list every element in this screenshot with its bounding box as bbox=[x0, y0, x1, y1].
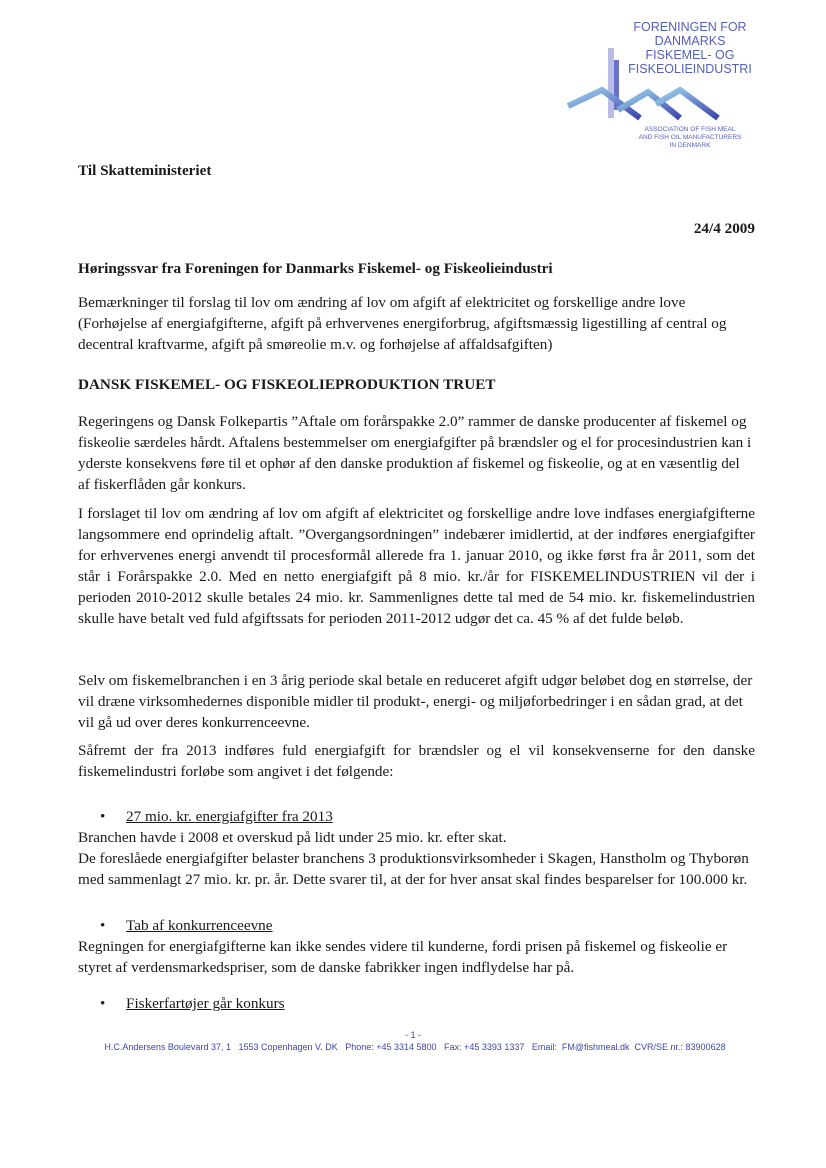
logo-subtitle-line: AND FISH OIL MANUFACTURERS bbox=[638, 134, 742, 141]
bullet-label: Fiskerfartøjer går konkurs bbox=[126, 995, 285, 1012]
logo-title-line: FISKEMEL- OG bbox=[645, 48, 735, 62]
association-logo bbox=[560, 18, 780, 178]
bullet-icon: • bbox=[100, 808, 106, 825]
bullet-text: Regningen for energiafgifterne kan ikke sendes videre til kunderne, fordi prisen på fiskemel og fiskeolie er styret af verdensmarkedspriser, som de danske fabrikker ingen indflydelse har på. bbox=[78, 938, 728, 976]
bullet-label: 27 mio. kr. energiafgifter fra 2013 bbox=[126, 808, 333, 825]
logo-subtitle-line: IN DENMARK bbox=[669, 142, 711, 149]
body-paragraph: Selv om fiskemelbranchen i en 3 årig periode skal betale en reduceret afgift udgør beløbet dog en størrelse, der vil dræne virksomhedernes disponible midler til produkt-, energi- og miljøforbedringer i en sådan grad, at det vil gå ud over deres konkurrenceevne. bbox=[78, 672, 753, 731]
bullet-icon: • bbox=[100, 995, 106, 1012]
bullet-item bbox=[100, 993, 285, 1014]
letter-title: Høringssvar fra Foreningen for Danmarks Fiskemel- og Fiskeolieindustri bbox=[78, 260, 553, 277]
logo-title-line: FORENINGEN FOR bbox=[633, 20, 747, 34]
bullet-icon: • bbox=[100, 917, 106, 934]
body-paragraph: Såfremt der fra 2013 indføres fuld energiafgift for brændsler og el vil konsekvenserne for den danske fiskemelindustri forløbe som angivet i det følgende: bbox=[78, 742, 755, 780]
bullet-item bbox=[100, 915, 273, 936]
letter-date: 24/4 2009 bbox=[693, 220, 755, 237]
recipient: Til Skatteministeriet bbox=[78, 162, 212, 179]
body-paragraph: I forslaget til lov om ændring af lov om afgift af elektricitet og forskellige andre love indfases energiafgifterne langsommere end oprindelig aftalt. ”Overgangsordningen” indebærer imidlertid, at der indføres energiafgifter for erhvervenes energi anvendt til procesformål allerede fra 1. januar 2010, og ikke først fra år 2011, som det står i Forårspakke 2.0. Med en netto energiafgift på 8 mio. kr./år for FISKEMELINDUSTRIEN vil der i perioden 2010-2012 skulle betales 24 mio. kr. Sammenlignes dette tal med de 54 mio. kr. fiskemelindustrien skulle have betalt ved fuld afgiftssats for perioden 2011-2012 udgør det ca. 45 % af det fulde beløb. bbox=[78, 505, 755, 627]
bullet-text: De foreslåede energiafgifter belaster branchens 3 produktionsvirksomheder i Skagen, Hanstholm og Thyborøn med sammenlagt 27 mio. kr. pr. år. Dette svarer til, at der for hver ansat skal findes besparelser for 100.000 kr. bbox=[78, 850, 749, 888]
intro-paragraph: Bemærkninger til forslag til lov om ændring af lov om afgift af elektricitet og forskellige andre love (Forhøjelse af energiafgifterne, afgift på erhvervenes energiforbrug, afgiftsmæssig ligestilling af central og decentral kraftvarme, afgift på smøreolie m.v. og forhøjelse af affaldsafgiften) bbox=[78, 294, 727, 353]
footer-address: H.C.Andersens Boulevard 37, 1 1553 Copenhagen V. DK Phone: +45 3314 5800 Fax: +45 3393 1337 Email: FM@fishmeal.dk CVR/SE nr.: 83900628 bbox=[104, 1042, 726, 1052]
section-heading: DANSK FISKEMEL- OG FISKEOLIEPRODUKTION TRUET bbox=[78, 376, 496, 393]
logo-title-line: FISKEOLIEINDUSTRI bbox=[628, 62, 752, 76]
logo-title-line: DANMARKS bbox=[654, 34, 726, 48]
body-paragraph: Regeringens og Dansk Folkepartis ”Aftale om forårspakke 2.0” rammer de danske producenter af fiskemel og fiskeolie særdeles hårdt. Aftalens bestemmelser om energiafgifter på brændsler og el for procesindustrien kan i yderste konsekvens føre til et ophør af den danske produktion af fiskemel og fiskeolie, og at en væsentlig del af fiskerflåden går konkurs. bbox=[78, 413, 752, 493]
logo-subtitle-line: ASSOCIATION OF FISH MEAL bbox=[644, 126, 736, 133]
bullet-text: Branchen havde i 2008 et overskud på lidt under 25 mio. kr. efter skat. bbox=[78, 829, 507, 846]
bullet-item bbox=[100, 806, 333, 827]
bullet-label: Tab af konkurrenceevne bbox=[126, 917, 273, 934]
page-number: - 1 - bbox=[404, 1030, 421, 1040]
